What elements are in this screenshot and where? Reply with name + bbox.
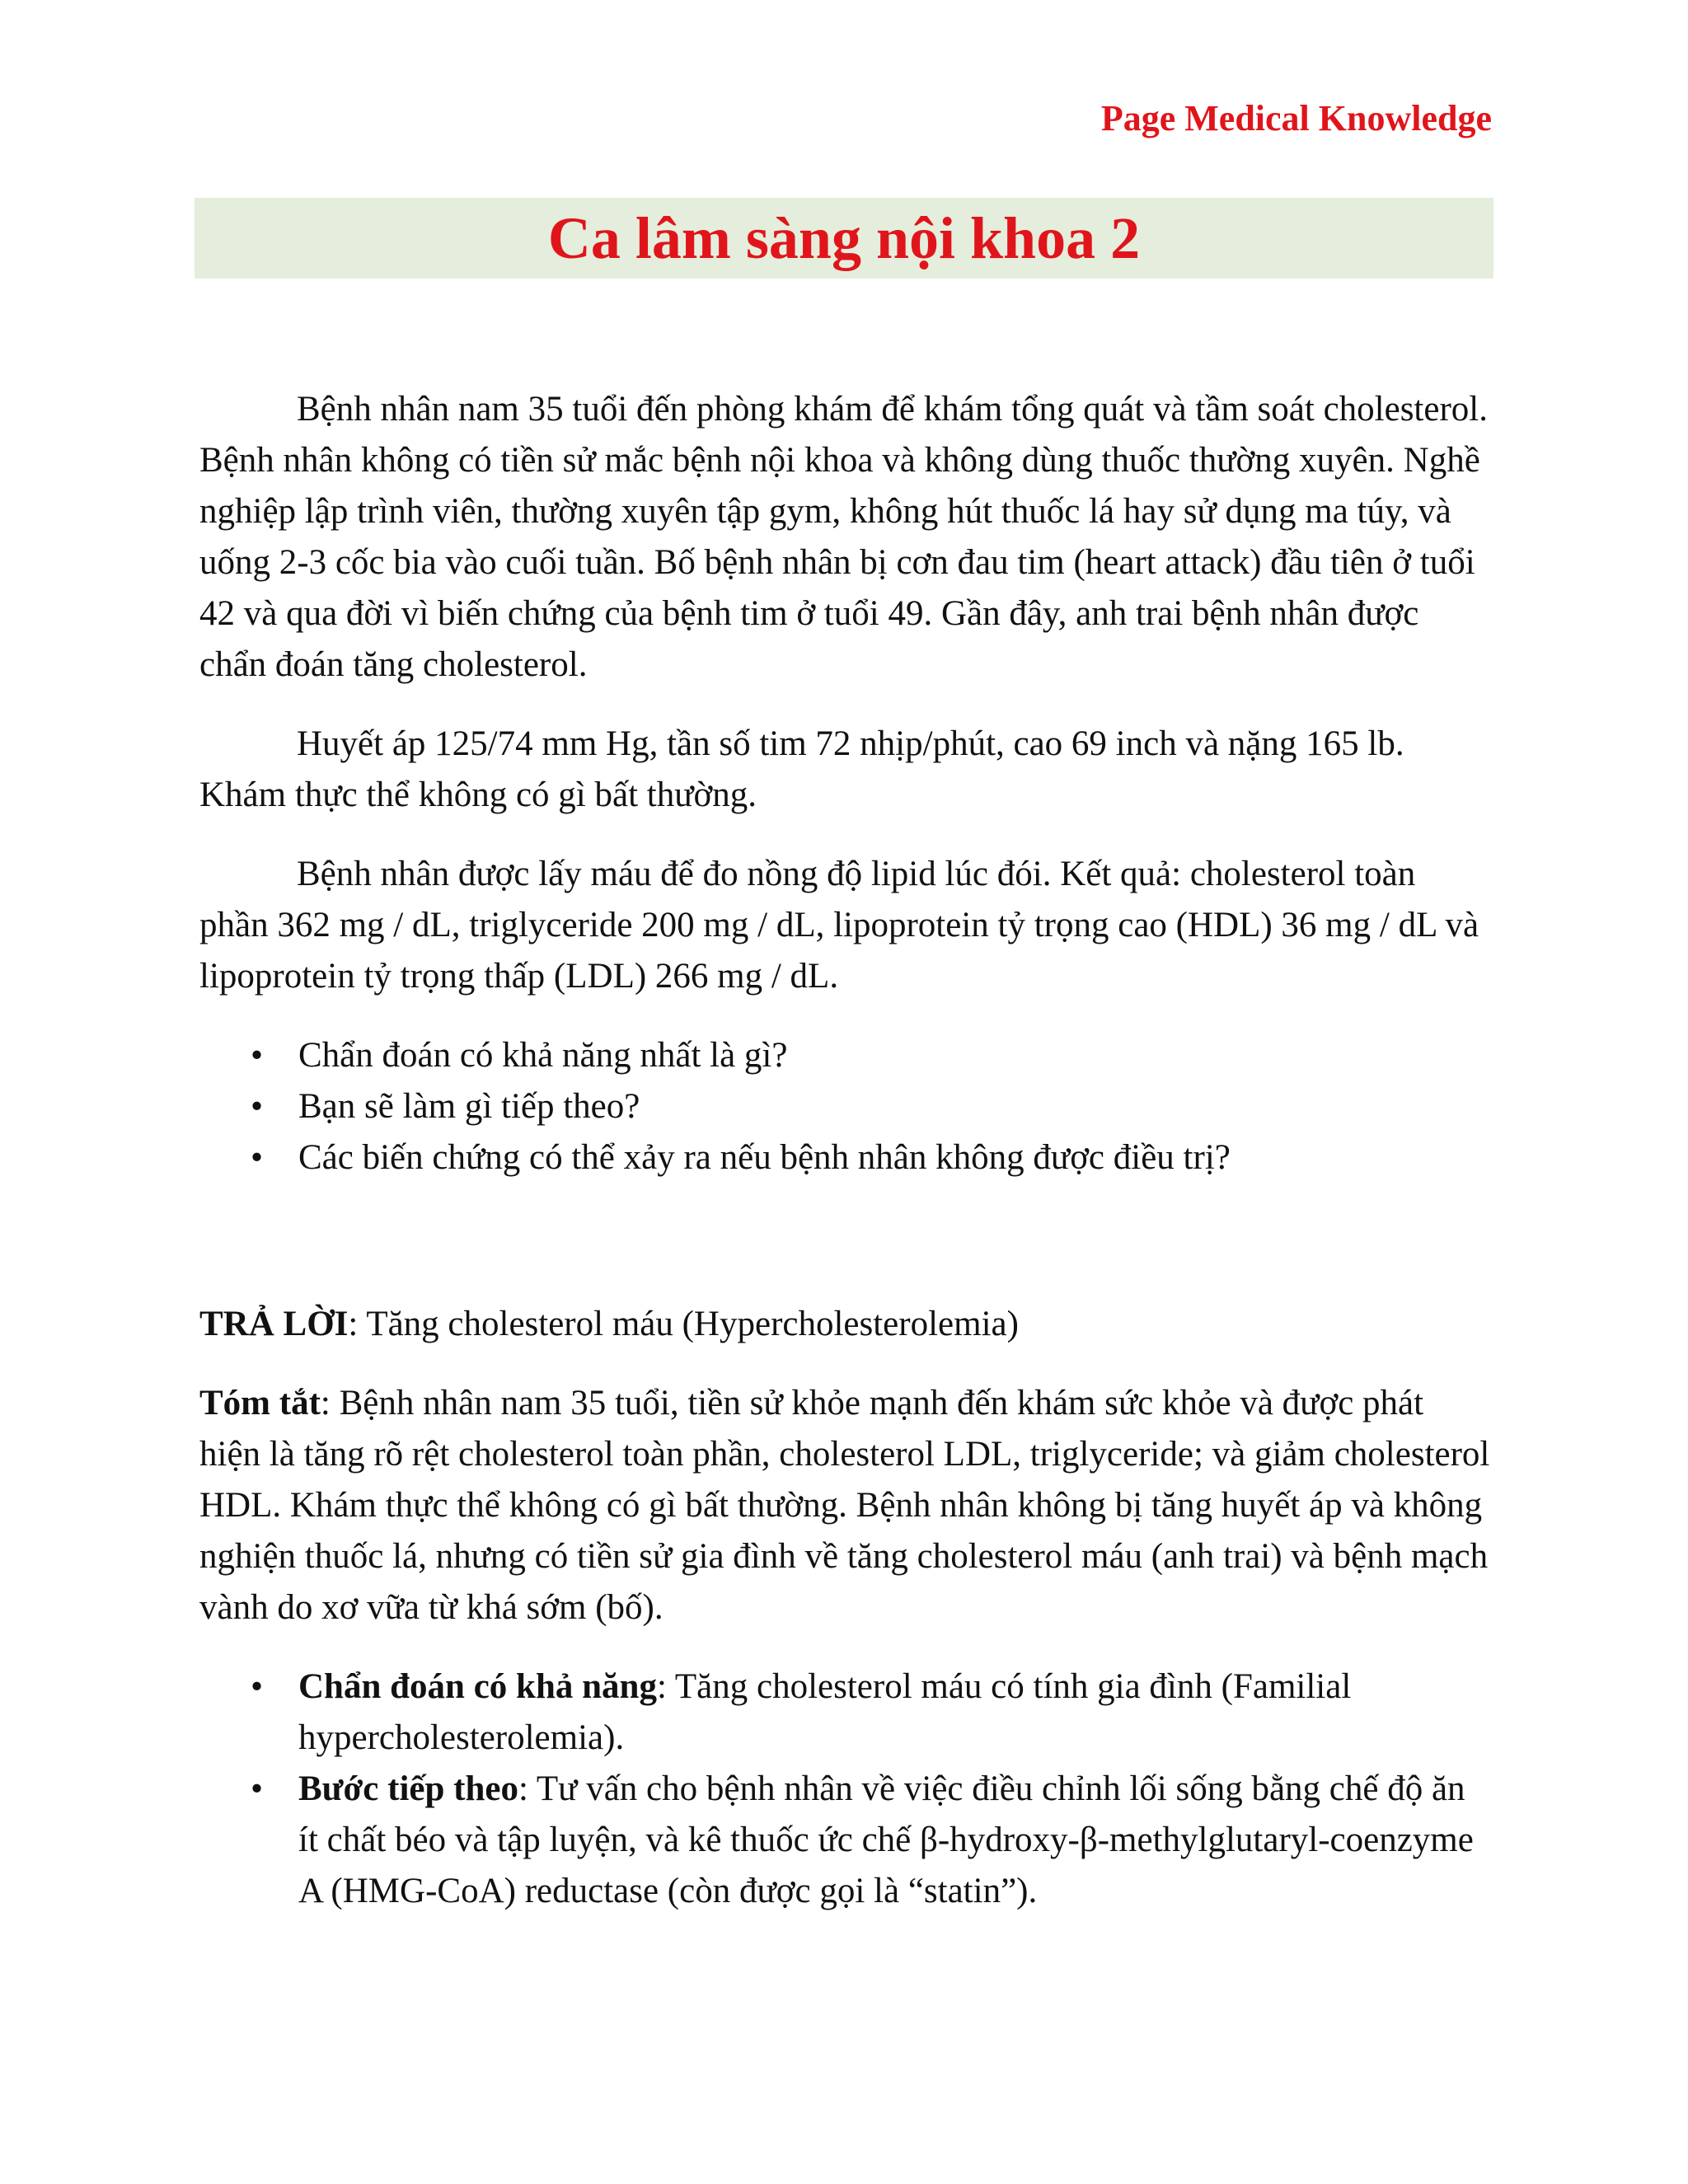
- finding-label: Chẩn đoán có khả năng: [298, 1667, 657, 1706]
- finding-label: Bước tiếp theo: [298, 1769, 518, 1808]
- page-title: Ca lâm sàng nội khoa 2: [547, 205, 1141, 271]
- question-item: • Các biến chứng có thể xảy ra nếu bệnh nhân không được điều trị?: [199, 1132, 1492, 1183]
- title-band: [195, 198, 1493, 279]
- case-paragraph-vitals: Huyết áp 125/74 mm Hg, tần số tim 72 nhịp/phút, cao 69 inch và nặng 165 lb. Khám thực thể không có gì bất thường.: [199, 724, 1404, 814]
- summary-paragraph: [199, 1378, 1492, 1633]
- finding-text: : Tư vấn cho bệnh nhân về việc điều chỉnh lối sống bằng chế độ ăn ít chất béo và tập luyện, và kê thuốc ức chế β-hydroxy-β-methylglutaryl-coenzyme A (HMG-CoA) reductase (còn được gọi là “statin”).: [298, 1769, 1474, 1910]
- answer-text: : Tăng cholesterol máu (Hypercholesterolemia): [348, 1305, 1019, 1343]
- answer-label: TRẢ LỜI: [199, 1305, 349, 1343]
- finding-item: [199, 1661, 1492, 1764]
- question-item: • Chẩn đoán có khả năng nhất là gì?: [199, 1030, 1492, 1081]
- case-paragraph-labs: Bệnh nhân được lấy máu để đo nồng độ lipid lúc đói. Kết quả: cholesterol toàn phần 362 mg / dL, triglyceride 200 mg / dL, lipoprotein tỷ trọng cao (HDL) 36 mg / dL và lipoprotein tỷ trọng thấp (LDL) 266 mg / dL.: [199, 855, 1479, 996]
- finding-text: : Tăng cholesterol máu có tính gia đình (Familial hypercholesterolemia).: [298, 1667, 1352, 1757]
- question-item: • Bạn sẽ làm gì tiếp theo?: [199, 1081, 1492, 1132]
- case-paragraph-history: Bệnh nhân nam 35 tuổi đến phòng khám để khám tổng quát và tầm soát cholesterol. Bệnh nhân không có tiền sử mắc bệnh nội khoa và không dùng thuốc thường xuyên. Nghề nghiệp lập trình viên, thường xuyên tập gym, không hút thuốc lá hay sử dụng ma túy, và uống 2-3 cốc bia vào cuối tuần. Bố bệnh nhân bị cơn đau tim (heart attack) đầu tiên ở tuổi 42 và qua đời vì biến chứng của bệnh tim ở tuổi 49. Gần đây, anh trai bệnh nhân được chẩn đoán tăng cholesterol.: [199, 390, 1488, 684]
- answer-line: [199, 1299, 1492, 1350]
- question-list: [199, 1030, 1492, 1183]
- document-body: [199, 384, 1492, 1917]
- findings-list: [199, 1661, 1492, 1917]
- brand-header: Page Medical Knowledge: [1100, 98, 1492, 138]
- summary-label: Tóm tắt: [199, 1384, 321, 1422]
- summary-text: : Bệnh nhân nam 35 tuổi, tiền sử khỏe mạnh đến khám sức khỏe và được phát hiện là tăng rõ rệt cholesterol toàn phần, cholesterol LDL, triglyceride; và giảm cholesterol HDL. Khám thực thể không có gì bất thường. Bệnh nhân không bị tăng huyết áp và không nghiện thuốc lá, nhưng có tiền sử gia đình về tăng cholesterol máu (anh trai) và bệnh mạch vành do xơ vữa từ khá sớm (bố).: [199, 1384, 1490, 1627]
- finding-item: [199, 1764, 1492, 1917]
